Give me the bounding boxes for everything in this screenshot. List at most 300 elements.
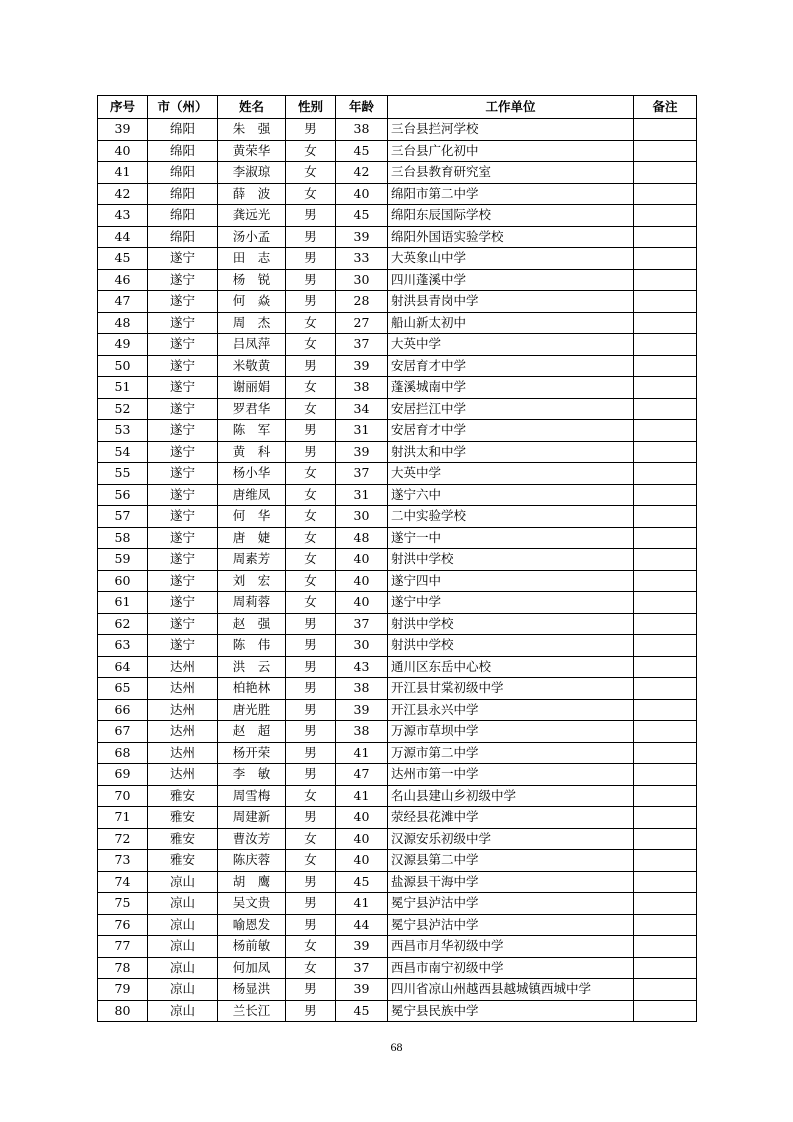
cell-remarks: [634, 678, 697, 700]
cell-name: 陈 军: [218, 420, 286, 442]
table-row: [98, 721, 697, 743]
table-row: [98, 506, 697, 528]
cell-name: 吕凤萍: [218, 334, 286, 356]
cell-index: 55: [98, 463, 148, 485]
cell-workplace: 西昌市南宁初级中学: [388, 957, 634, 979]
cell-name: 李淑琼: [218, 162, 286, 184]
cell-index: 56: [98, 484, 148, 506]
cell-city: 遂宁: [148, 312, 218, 334]
cell-age: 40: [336, 828, 388, 850]
cell-index: 73: [98, 850, 148, 872]
cell-gender: 女: [286, 936, 336, 958]
cell-age: 45: [336, 140, 388, 162]
cell-workplace: 遂宁一中: [388, 527, 634, 549]
cell-workplace: 汉源县第二中学: [388, 850, 634, 872]
table-row: [98, 205, 697, 227]
cell-age: 31: [336, 420, 388, 442]
cell-name: 汤小孟: [218, 226, 286, 248]
cell-city: 雅安: [148, 850, 218, 872]
cell-index: 41: [98, 162, 148, 184]
cell-name: 何 华: [218, 506, 286, 528]
cell-gender: 女: [286, 506, 336, 528]
header-index: 序号: [98, 96, 148, 119]
cell-gender: 女: [286, 570, 336, 592]
cell-index: 77: [98, 936, 148, 958]
cell-age: 40: [336, 549, 388, 571]
table-row: [98, 140, 697, 162]
cell-city: 遂宁: [148, 248, 218, 270]
cell-gender: 男: [286, 613, 336, 635]
cell-workplace: 四川省凉山州越西县越城镇西城中学: [388, 979, 634, 1001]
cell-index: 39: [98, 119, 148, 141]
cell-workplace: 绵阳市第二中学: [388, 183, 634, 205]
cell-name: 黄 科: [218, 441, 286, 463]
cell-name: 杨开荣: [218, 742, 286, 764]
table-row: [98, 1000, 697, 1022]
cell-index: 58: [98, 527, 148, 549]
cell-name: 周雪梅: [218, 785, 286, 807]
cell-workplace: 射洪县青岗中学: [388, 291, 634, 313]
header-row: [98, 96, 697, 119]
cell-index: 44: [98, 226, 148, 248]
cell-age: 45: [336, 1000, 388, 1022]
cell-gender: 女: [286, 183, 336, 205]
cell-age: 40: [336, 570, 388, 592]
cell-workplace: 射洪中学校: [388, 549, 634, 571]
cell-index: 78: [98, 957, 148, 979]
cell-gender: 男: [286, 248, 336, 270]
cell-workplace: 射洪中学校: [388, 613, 634, 635]
cell-index: 46: [98, 269, 148, 291]
cell-name: 杨前敏: [218, 936, 286, 958]
cell-remarks: [634, 635, 697, 657]
cell-name: 唐 婕: [218, 527, 286, 549]
cell-index: 76: [98, 914, 148, 936]
cell-city: 雅安: [148, 785, 218, 807]
cell-gender: 男: [286, 979, 336, 1001]
cell-age: 38: [336, 377, 388, 399]
cell-age: 40: [336, 850, 388, 872]
cell-gender: 女: [286, 377, 336, 399]
cell-name: 周素芳: [218, 549, 286, 571]
cell-gender: 男: [286, 914, 336, 936]
cell-workplace: 二中实验学校: [388, 506, 634, 528]
cell-gender: 女: [286, 162, 336, 184]
cell-workplace: 万源市第二中学: [388, 742, 634, 764]
cell-workplace: 四川蓬溪中学: [388, 269, 634, 291]
cell-name: 曹汝芳: [218, 828, 286, 850]
cell-age: 30: [336, 506, 388, 528]
cell-index: 62: [98, 613, 148, 635]
cell-remarks: [634, 291, 697, 313]
cell-remarks: [634, 957, 697, 979]
cell-name: 赵 超: [218, 721, 286, 743]
cell-age: 42: [336, 162, 388, 184]
cell-workplace: 遂宁六中: [388, 484, 634, 506]
cell-remarks: [634, 398, 697, 420]
cell-remarks: [634, 162, 697, 184]
cell-name: 柏艳林: [218, 678, 286, 700]
cell-age: 30: [336, 635, 388, 657]
cell-gender: 男: [286, 807, 336, 829]
cell-age: 34: [336, 398, 388, 420]
cell-gender: 男: [286, 119, 336, 141]
table-row: [98, 269, 697, 291]
header-city: 市（州）: [148, 96, 218, 119]
cell-remarks: [634, 183, 697, 205]
cell-gender: 男: [286, 291, 336, 313]
table-row: [98, 828, 697, 850]
cell-city: 遂宁: [148, 398, 218, 420]
table-row: [98, 291, 697, 313]
cell-name: 刘 宏: [218, 570, 286, 592]
cell-name: 赵 强: [218, 613, 286, 635]
cell-city: 遂宁: [148, 570, 218, 592]
table-row: [98, 183, 697, 205]
table-row: [98, 441, 697, 463]
cell-workplace: 名山县建山乡初级中学: [388, 785, 634, 807]
cell-workplace: 大英中学: [388, 463, 634, 485]
cell-city: 凉山: [148, 979, 218, 1001]
cell-gender: 男: [286, 721, 336, 743]
cell-gender: 女: [286, 785, 336, 807]
cell-workplace: 安居育才中学: [388, 420, 634, 442]
cell-gender: 女: [286, 484, 336, 506]
table-row: [98, 398, 697, 420]
cell-age: 39: [336, 441, 388, 463]
cell-city: 遂宁: [148, 484, 218, 506]
table-row: [98, 893, 697, 915]
cell-remarks: [634, 592, 697, 614]
table-row: [98, 484, 697, 506]
cell-city: 达州: [148, 764, 218, 786]
cell-index: 47: [98, 291, 148, 313]
roster-body: [98, 119, 697, 1022]
table-row: [98, 807, 697, 829]
cell-remarks: [634, 1000, 697, 1022]
table-row: [98, 312, 697, 334]
cell-age: 39: [336, 936, 388, 958]
cell-age: 27: [336, 312, 388, 334]
cell-age: 45: [336, 871, 388, 893]
table-row: [98, 570, 697, 592]
cell-gender: 女: [286, 463, 336, 485]
header-gender: 性别: [286, 96, 336, 119]
cell-remarks: [634, 807, 697, 829]
cell-city: 绵阳: [148, 119, 218, 141]
cell-gender: 男: [286, 764, 336, 786]
cell-age: 39: [336, 226, 388, 248]
cell-workplace: 冕宁县民族中学: [388, 1000, 634, 1022]
table-row: [98, 936, 697, 958]
table-row: [98, 355, 697, 377]
cell-age: 37: [336, 334, 388, 356]
cell-gender: 男: [286, 742, 336, 764]
cell-name: 洪 云: [218, 656, 286, 678]
table-row: [98, 119, 697, 141]
cell-name: 田 志: [218, 248, 286, 270]
cell-index: 60: [98, 570, 148, 592]
table-row: [98, 377, 697, 399]
table-row: [98, 764, 697, 786]
cell-index: 52: [98, 398, 148, 420]
cell-age: 41: [336, 742, 388, 764]
cell-age: 38: [336, 721, 388, 743]
roster-table: [97, 95, 697, 1022]
cell-gender: 女: [286, 140, 336, 162]
cell-workplace: 冕宁县泸沽中学: [388, 893, 634, 915]
cell-age: 41: [336, 785, 388, 807]
cell-city: 达州: [148, 699, 218, 721]
cell-city: 遂宁: [148, 420, 218, 442]
cell-gender: 男: [286, 441, 336, 463]
cell-city: 雅安: [148, 828, 218, 850]
cell-city: 遂宁: [148, 355, 218, 377]
cell-remarks: [634, 484, 697, 506]
page-number: 68: [390, 1040, 403, 1054]
cell-gender: 男: [286, 635, 336, 657]
table-row: [98, 592, 697, 614]
cell-index: 49: [98, 334, 148, 356]
cell-gender: 男: [286, 1000, 336, 1022]
cell-age: 40: [336, 592, 388, 614]
cell-gender: 女: [286, 957, 336, 979]
cell-city: 绵阳: [148, 140, 218, 162]
cell-workplace: 三台县广化初中: [388, 140, 634, 162]
cell-index: 59: [98, 549, 148, 571]
cell-workplace: 盐源县干海中学: [388, 871, 634, 893]
cell-workplace: 达州市第一中学: [388, 764, 634, 786]
cell-index: 45: [98, 248, 148, 270]
cell-city: 绵阳: [148, 183, 218, 205]
cell-name: 杨 锐: [218, 269, 286, 291]
cell-age: 28: [336, 291, 388, 313]
cell-name: 何 焱: [218, 291, 286, 313]
cell-index: 74: [98, 871, 148, 893]
cell-remarks: [634, 764, 697, 786]
cell-remarks: [634, 871, 697, 893]
cell-name: 朱 强: [218, 119, 286, 141]
table-row: [98, 850, 697, 872]
table-row: [98, 248, 697, 270]
cell-workplace: 大英象山中学: [388, 248, 634, 270]
cell-workplace: 万源市草坝中学: [388, 721, 634, 743]
cell-name: 兰长江: [218, 1000, 286, 1022]
header-workplace: 工作单位: [388, 96, 634, 119]
cell-city: 绵阳: [148, 205, 218, 227]
cell-city: 遂宁: [148, 549, 218, 571]
cell-city: 凉山: [148, 893, 218, 915]
cell-name: 龚远光: [218, 205, 286, 227]
cell-city: 遂宁: [148, 334, 218, 356]
cell-city: 遂宁: [148, 635, 218, 657]
cell-remarks: [634, 441, 697, 463]
cell-name: 薛 波: [218, 183, 286, 205]
cell-index: 53: [98, 420, 148, 442]
cell-remarks: [634, 936, 697, 958]
table-row: [98, 979, 697, 1001]
cell-remarks: [634, 119, 697, 141]
table-row: [98, 226, 697, 248]
cell-gender: 男: [286, 355, 336, 377]
cell-remarks: [634, 893, 697, 915]
cell-age: 41: [336, 893, 388, 915]
cell-age: 33: [336, 248, 388, 270]
table-row: [98, 334, 697, 356]
cell-age: 31: [336, 484, 388, 506]
cell-name: 李 敏: [218, 764, 286, 786]
cell-index: 50: [98, 355, 148, 377]
cell-remarks: [634, 979, 697, 1001]
cell-workplace: 遂宁四中: [388, 570, 634, 592]
cell-age: 39: [336, 699, 388, 721]
cell-name: 杨小华: [218, 463, 286, 485]
cell-workplace: 通川区东岳中心校: [388, 656, 634, 678]
cell-index: 70: [98, 785, 148, 807]
cell-index: 63: [98, 635, 148, 657]
cell-city: 达州: [148, 656, 218, 678]
cell-remarks: [634, 742, 697, 764]
cell-workplace: 蓬溪城南中学: [388, 377, 634, 399]
cell-remarks: [634, 420, 697, 442]
cell-remarks: [634, 377, 697, 399]
cell-city: 遂宁: [148, 527, 218, 549]
cell-workplace: 开江县永兴中学: [388, 699, 634, 721]
cell-index: 79: [98, 979, 148, 1001]
cell-city: 绵阳: [148, 226, 218, 248]
cell-age: 44: [336, 914, 388, 936]
cell-name: 黄荣华: [218, 140, 286, 162]
cell-city: 雅安: [148, 807, 218, 829]
cell-index: 65: [98, 678, 148, 700]
cell-gender: 男: [286, 699, 336, 721]
cell-gender: 女: [286, 312, 336, 334]
cell-city: 遂宁: [148, 463, 218, 485]
cell-workplace: 绵阳东辰国际学校: [388, 205, 634, 227]
cell-city: 达州: [148, 678, 218, 700]
cell-name: 吴文贵: [218, 893, 286, 915]
cell-city: 遂宁: [148, 377, 218, 399]
table-row: [98, 914, 697, 936]
cell-index: 68: [98, 742, 148, 764]
cell-index: 71: [98, 807, 148, 829]
cell-age: 37: [336, 613, 388, 635]
cell-age: 40: [336, 183, 388, 205]
table-row: [98, 527, 697, 549]
cell-remarks: [634, 549, 697, 571]
cell-remarks: [634, 699, 697, 721]
cell-name: 周莉蓉: [218, 592, 286, 614]
header-name: 姓名: [218, 96, 286, 119]
cell-city: 遂宁: [148, 269, 218, 291]
cell-gender: 男: [286, 226, 336, 248]
table-row: [98, 957, 697, 979]
cell-index: 72: [98, 828, 148, 850]
cell-city: 凉山: [148, 957, 218, 979]
cell-city: 达州: [148, 742, 218, 764]
cell-index: 42: [98, 183, 148, 205]
cell-city: 遂宁: [148, 613, 218, 635]
cell-city: 遂宁: [148, 506, 218, 528]
cell-name: 陈庆蓉: [218, 850, 286, 872]
table-row: [98, 742, 697, 764]
cell-age: 37: [336, 463, 388, 485]
table-row: [98, 549, 697, 571]
cell-gender: 女: [286, 549, 336, 571]
cell-workplace: 西昌市月华初级中学: [388, 936, 634, 958]
cell-age: 37: [336, 957, 388, 979]
cell-age: 38: [336, 678, 388, 700]
cell-index: 54: [98, 441, 148, 463]
cell-name: 杨显洪: [218, 979, 286, 1001]
cell-name: 谢丽娟: [218, 377, 286, 399]
cell-index: 43: [98, 205, 148, 227]
cell-index: 75: [98, 893, 148, 915]
cell-workplace: 遂宁中学: [388, 592, 634, 614]
header-remarks: 备注: [634, 96, 697, 119]
cell-workplace: 汉源安乐初级中学: [388, 828, 634, 850]
cell-name: 唐维凤: [218, 484, 286, 506]
cell-remarks: [634, 226, 697, 248]
cell-age: 38: [336, 119, 388, 141]
cell-name: 周建新: [218, 807, 286, 829]
cell-workplace: 大英中学: [388, 334, 634, 356]
table-row: [98, 635, 697, 657]
cell-workplace: 三台县教育研究室: [388, 162, 634, 184]
table-row: [98, 785, 697, 807]
cell-gender: 男: [286, 656, 336, 678]
cell-workplace: 射洪太和中学: [388, 441, 634, 463]
cell-name: 胡 鹰: [218, 871, 286, 893]
cell-age: 47: [336, 764, 388, 786]
table-row: [98, 656, 697, 678]
cell-remarks: [634, 914, 697, 936]
cell-remarks: [634, 828, 697, 850]
cell-index: 67: [98, 721, 148, 743]
cell-remarks: [634, 334, 697, 356]
cell-age: 45: [336, 205, 388, 227]
cell-city: 绵阳: [148, 162, 218, 184]
cell-gender: 女: [286, 828, 336, 850]
cell-workplace: 开江县甘棠初级中学: [388, 678, 634, 700]
table-row: [98, 613, 697, 635]
cell-workplace: 绵阳外国语实验学校: [388, 226, 634, 248]
cell-index: 48: [98, 312, 148, 334]
cell-remarks: [634, 205, 697, 227]
cell-gender: 男: [286, 269, 336, 291]
cell-index: 69: [98, 764, 148, 786]
cell-remarks: [634, 785, 697, 807]
table-row: [98, 678, 697, 700]
cell-gender: 女: [286, 398, 336, 420]
cell-workplace: 三台县拦河学校: [388, 119, 634, 141]
cell-city: 达州: [148, 721, 218, 743]
cell-age: 30: [336, 269, 388, 291]
cell-gender: 女: [286, 334, 336, 356]
cell-remarks: [634, 312, 697, 334]
cell-gender: 女: [286, 850, 336, 872]
cell-age: 43: [336, 656, 388, 678]
cell-remarks: [634, 850, 697, 872]
table-row: [98, 871, 697, 893]
cell-workplace: 船山新太初中: [388, 312, 634, 334]
cell-city: 凉山: [148, 936, 218, 958]
cell-remarks: [634, 527, 697, 549]
cell-remarks: [634, 506, 697, 528]
cell-name: 何加凤: [218, 957, 286, 979]
table-row: [98, 699, 697, 721]
cell-remarks: [634, 613, 697, 635]
